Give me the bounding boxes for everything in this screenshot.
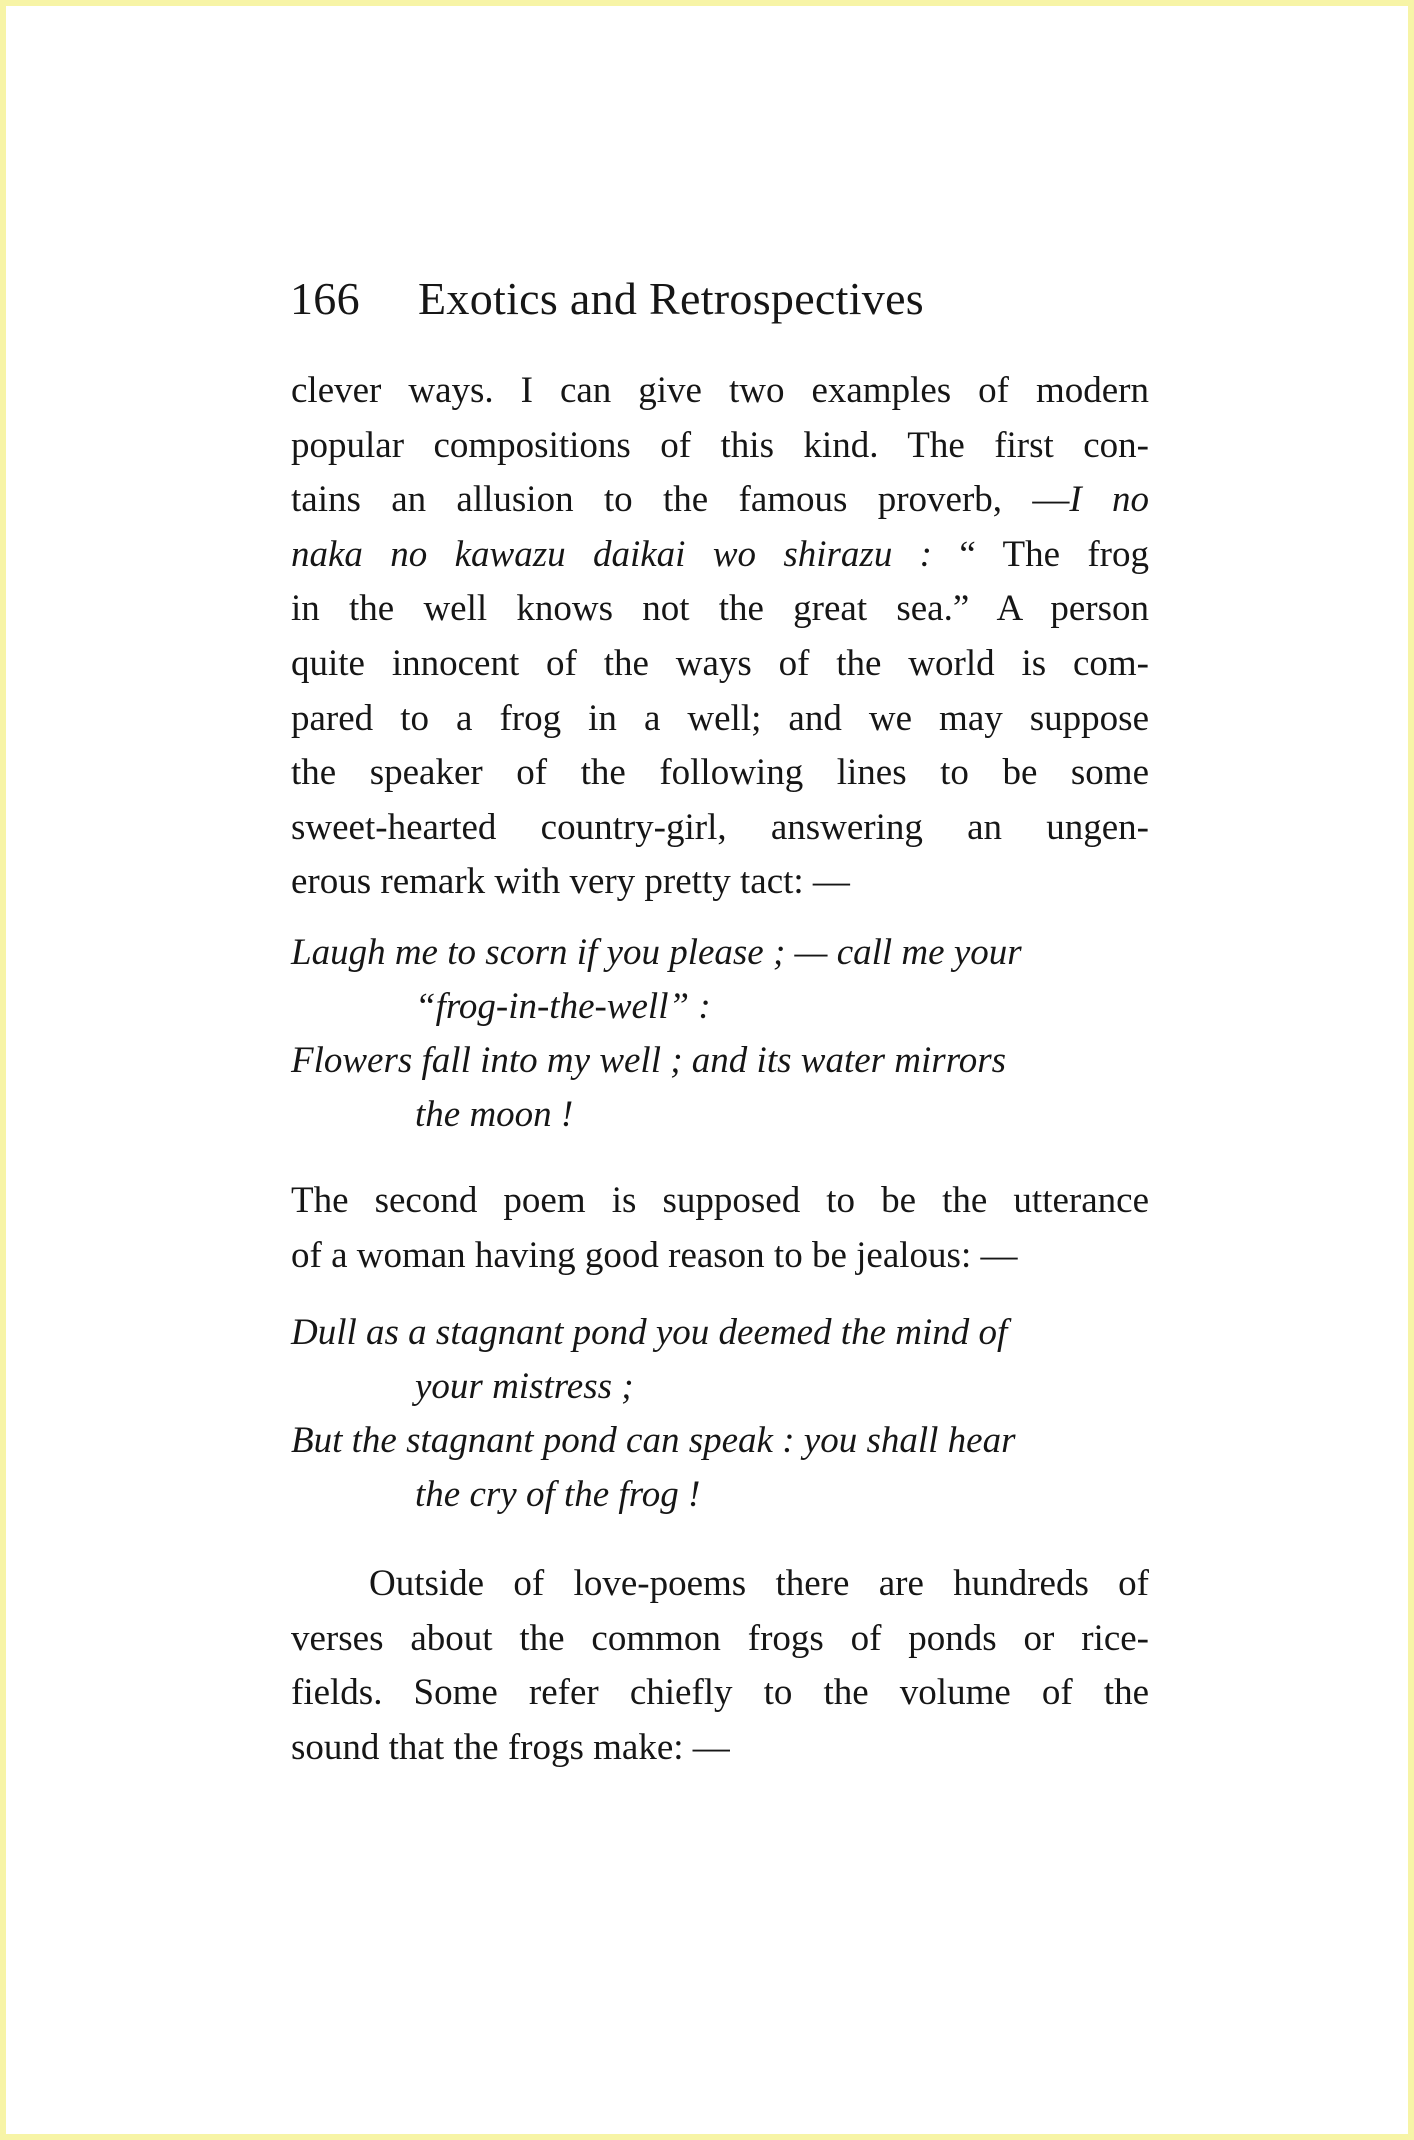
poem-1 <box>291 926 1151 1142</box>
italic-fragment: I no <box>1069 479 1149 521</box>
poem-line: Laugh me to scorn if you please ; — call me your <box>291 932 1022 973</box>
text-line: quite innocent of the ways of the world is com- <box>291 642 1149 684</box>
text-line: the speaker of the following lines to be some <box>291 752 1149 794</box>
running-header <box>290 272 924 325</box>
paragraph-1 <box>291 364 1149 910</box>
paragraph-2 <box>291 1174 1149 1283</box>
paragraph-3 <box>291 1557 1149 1775</box>
text-line: clever ways. I can give two examples of modern <box>291 370 1149 411</box>
poem-line: “frog-in-the-well” : <box>415 986 711 1027</box>
running-title: Exotics and Retrospectives <box>418 273 925 324</box>
text-line: sweet-hearted country-girl, answering an ungen- <box>291 806 1149 848</box>
italic-fragment: naka no kawazu daikai wo shirazu : <box>291 533 933 575</box>
poem-line: But the stagnant pond can speak : you shall hear <box>291 1420 1016 1461</box>
poem-2 <box>291 1306 1151 1522</box>
text-line: sound that the frogs make: — <box>291 1726 730 1768</box>
text-fragment: tains an allusion to the famous proverb, — <box>291 479 1070 521</box>
text-line: Outside of love-poems there are hundreds of <box>369 1563 1149 1604</box>
poem-line: Flowers fall into my well ; and its water mirrors <box>291 1040 1007 1081</box>
text-line <box>291 528 1149 583</box>
text-line: in the well knows not the great sea.” A person <box>291 588 1149 630</box>
text-fragment: “ The frog <box>932 533 1149 575</box>
text-line: fields. Some refer chiefly to the volume of the <box>291 1672 1149 1714</box>
text-line: erous remark with very pretty tact: — <box>291 861 850 903</box>
poem-line: Dull as a stagnant pond you deemed the mind of <box>291 1312 1008 1353</box>
text-line: pared to a frog in a well; and we may suppose <box>291 697 1149 739</box>
text-line: popular compositions of this kind. The first con- <box>291 424 1149 466</box>
text-line <box>291 473 1149 528</box>
text-line: verses about the common frogs of ponds or rice- <box>291 1617 1149 1659</box>
poem-line: your mistress ; <box>415 1366 634 1407</box>
text-line: The second poem is supposed to be the utterance <box>291 1180 1149 1221</box>
page-number: 166 <box>290 273 360 324</box>
text-line: of a woman having good reason to be jealous: — <box>291 1234 1018 1276</box>
poem-line: the moon ! <box>415 1094 574 1135</box>
poem-line: the cry of the frog ! <box>415 1474 701 1515</box>
